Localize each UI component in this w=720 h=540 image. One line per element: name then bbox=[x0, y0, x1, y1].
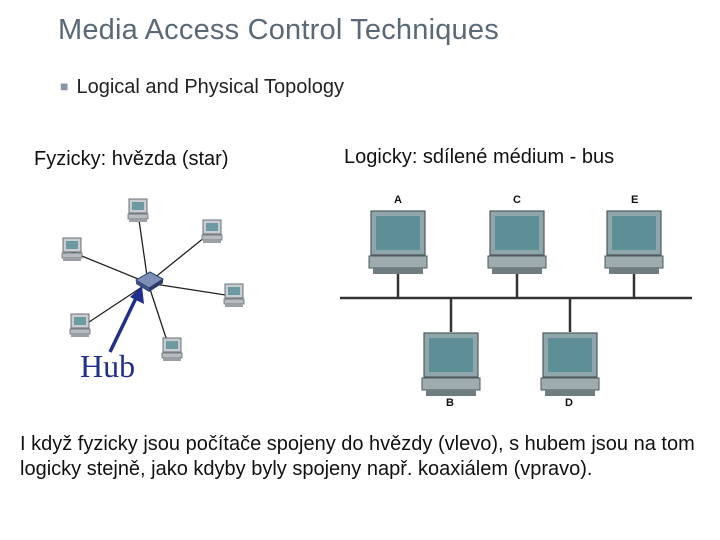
pc-label-e: E bbox=[631, 194, 639, 206]
computer-icon bbox=[369, 211, 427, 274]
bus-topology-label: Logicky: sdílené médium - bus bbox=[344, 146, 615, 168]
computer-icon bbox=[224, 284, 244, 307]
description-text: I když fyzicky jsou počítače spojeny do hvězdy (vlevo), s hubem jsou na tom logicky stejně, jako kdyby byly spojeny např. koaxiálem (vpravo). bbox=[20, 433, 695, 480]
computer-icon bbox=[162, 338, 182, 361]
star-topology bbox=[62, 199, 244, 384]
computer-icon bbox=[128, 199, 148, 222]
computer-icon bbox=[541, 333, 599, 396]
computer-icon bbox=[62, 238, 82, 261]
bus-topology bbox=[340, 194, 692, 409]
arrow-icon bbox=[110, 286, 144, 352]
pc-label-b: B bbox=[446, 397, 454, 409]
computer-icon bbox=[70, 314, 90, 337]
star-topology-label: Fyzicky: hvězda (star) bbox=[34, 148, 229, 170]
computer-icon bbox=[202, 220, 222, 243]
computer-icon bbox=[605, 211, 663, 274]
square-bullet-icon: ■ bbox=[60, 78, 69, 94]
bullet-text: Logical and Physical Topology bbox=[76, 76, 345, 98]
computer-icon bbox=[488, 211, 546, 274]
pc-label-d: D bbox=[565, 397, 573, 409]
pc-label-c: C bbox=[513, 194, 521, 206]
hub-label: Hub bbox=[80, 348, 136, 384]
computer-icon bbox=[422, 333, 480, 396]
pc-label-a: A bbox=[394, 194, 402, 206]
slide-title: Media Access Control Techniques bbox=[58, 14, 499, 46]
